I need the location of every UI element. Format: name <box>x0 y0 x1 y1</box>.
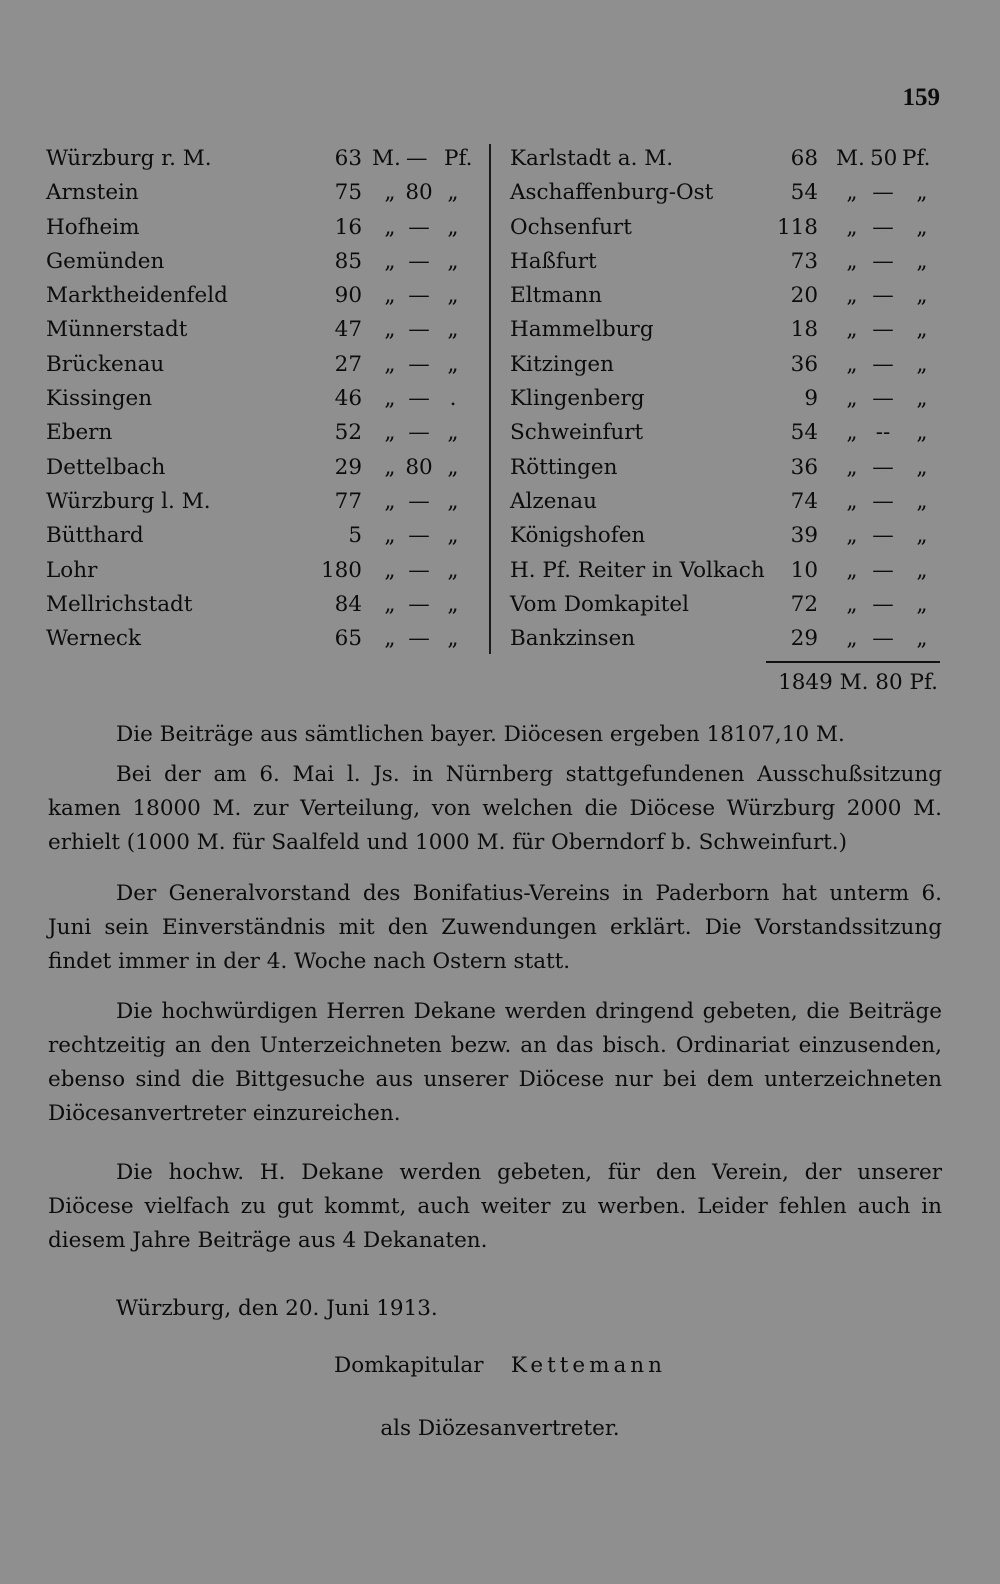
amount-pfennig: — <box>408 248 430 274</box>
signature <box>0 1349 1000 1383</box>
amount-pfennig: — <box>408 283 430 309</box>
ditto-mark: „ <box>846 386 858 412</box>
signature-title: Domkapitular <box>334 1353 484 1378</box>
ditto-mark: „ <box>916 351 928 377</box>
ditto-mark: „ <box>916 420 928 446</box>
amount-marks: 77 <box>334 488 362 514</box>
ditto-mark: „ <box>447 591 459 617</box>
paragraph-advertise <box>48 1156 942 1258</box>
paragraph-total-contributions <box>48 718 942 752</box>
ditto-mark: „ <box>916 557 928 583</box>
ditto-mark: „ <box>916 214 928 240</box>
ditto-mark: „ <box>384 248 396 274</box>
right-column <box>506 142 940 656</box>
amount-pfennig: — <box>872 591 894 617</box>
ditto-mark: „ <box>916 626 928 652</box>
amount-marks: 46 <box>334 386 362 412</box>
ditto-mark: „ <box>384 626 396 652</box>
table-row <box>46 348 486 382</box>
table-row <box>46 382 486 416</box>
amount-marks: 72 <box>790 591 818 617</box>
ditto-mark: „ <box>447 626 459 652</box>
amount-pfennig: — <box>872 488 894 514</box>
table-row <box>46 313 486 347</box>
amount-marks: 118 <box>776 214 818 240</box>
ditto-mark: „ <box>384 317 396 343</box>
amount-pfennig: — <box>872 351 894 377</box>
ditto-mark: „ <box>846 317 858 343</box>
place-name: Lohr <box>46 557 98 583</box>
table-row <box>506 485 940 519</box>
amount-pfennig: — <box>408 523 430 549</box>
place-name: Haßfurt <box>510 248 597 274</box>
amount-marks: 85 <box>334 248 362 274</box>
ditto-mark: „ <box>447 523 459 549</box>
amount-marks: 18 <box>790 317 818 343</box>
amount-pfennig: — <box>408 420 430 446</box>
paragraph-general-board <box>48 877 942 979</box>
ditto-mark: „ <box>916 488 928 514</box>
ditto-mark: „ <box>916 591 928 617</box>
amount-marks: 27 <box>334 351 362 377</box>
amount-pfennig: — <box>872 557 894 583</box>
ditto-mark: „ <box>384 591 396 617</box>
unit-marks: M. <box>372 146 401 171</box>
ditto-mark: „ <box>384 214 396 240</box>
page-number: 159 <box>902 84 940 111</box>
table-row <box>506 279 940 313</box>
amount-marks: 54 <box>790 420 818 446</box>
table-row <box>506 588 940 622</box>
ditto-mark: „ <box>846 180 858 206</box>
signatory-role: als Diözesanvertreter. <box>380 1416 620 1441</box>
paragraph-text: Der Generalvorstand des Bonifatius-Vereins in Paderborn hat unterm 6. Juni sein Einverständnis mit den Zuwendungen erklärt. Die Vorstandssitzung findet immer in der 4. Woche nach Ostern statt. <box>48 881 942 974</box>
table-row <box>506 348 940 382</box>
place-name: Hammelburg <box>510 317 654 343</box>
table-row <box>46 451 486 485</box>
place-name: Kissingen <box>46 386 153 412</box>
ditto-mark: „ <box>447 180 459 206</box>
place-name: Königshofen <box>510 523 646 549</box>
table-row <box>506 519 940 553</box>
ditto-mark: „ <box>846 626 858 652</box>
amount-pfennig: — <box>872 317 894 343</box>
amount-marks: 47 <box>334 317 362 343</box>
amount-pfennig: 80 <box>405 454 433 480</box>
place-name: Dettelbach <box>46 454 166 480</box>
amount-pfennig: — <box>408 351 430 377</box>
ditto-mark: „ <box>384 454 396 480</box>
place-name: Eltmann <box>510 283 603 309</box>
place-name: Würzburg l. M. <box>46 488 211 514</box>
ditto-mark: „ <box>447 248 459 274</box>
amount-pfennig: 50 <box>870 146 898 171</box>
paragraph-committee-meeting <box>48 758 942 860</box>
table-row <box>506 554 940 588</box>
place-name: Gemünden <box>46 248 165 274</box>
place-name: Marktheidenfeld <box>46 283 228 309</box>
paragraph-text: Die hochw. H. Dekane werden gebeten, für den Verein, der unserer Diöcese vielfach zu gut kommt, auch weiter zu werben. Leider fehlen auch in diesem Jahre Beiträge aus 4 Dekanaten. <box>48 1160 942 1253</box>
place-date: Würzburg, den 20. Juni 1913. <box>116 1296 438 1321</box>
ditto-mark: „ <box>447 283 459 309</box>
paragraph-text: Bei der am 6. Mai l. Js. in Nürnberg stattgefundenen Ausschußsitzung kamen 18000 M. zur Verteilung, von welchen die Diöcese Würzburg 2000 M. erhielt (1000 M. für Saalfeld und 1000 M. für Oberndorf b. Schweinfurt.) <box>48 762 942 855</box>
place-name: Hofheim <box>46 214 140 240</box>
table-row <box>46 622 486 656</box>
amount-marks: 74 <box>790 488 818 514</box>
amount-marks: 36 <box>790 454 818 480</box>
ditto-mark: „ <box>447 317 459 343</box>
amount-marks: 73 <box>790 248 818 274</box>
amount-marks: 75 <box>334 180 362 206</box>
amount-pfennig: — <box>408 214 430 240</box>
place-name: Schweinfurt <box>510 420 644 446</box>
place-name: Bütthard <box>46 523 144 549</box>
paragraph-request-deans <box>48 995 942 1131</box>
amount-marks: 16 <box>334 214 362 240</box>
table-row <box>506 622 940 656</box>
sum-rule <box>766 661 940 663</box>
ditto-mark: „ <box>447 420 459 446</box>
table-row <box>506 416 940 450</box>
ditto-mark: „ <box>384 180 396 206</box>
ditto-mark: „ <box>846 283 858 309</box>
unit-pfennig: Pf. <box>902 146 931 171</box>
ditto-mark: „ <box>384 420 396 446</box>
ditto-mark: „ <box>846 248 858 274</box>
amount-pfennig: — <box>408 591 430 617</box>
ditto-mark: „ <box>447 214 459 240</box>
unit-pfennig: Pf. <box>444 146 473 171</box>
ditto-mark: „ <box>447 488 459 514</box>
place-name: Karlstadt a. M. <box>510 146 674 171</box>
amount-pfennig: — <box>408 488 430 514</box>
amount-marks: 36 <box>790 351 818 377</box>
ditto-mark: „ <box>384 557 396 583</box>
ditto-mark: „ <box>384 351 396 377</box>
amount-marks: 29 <box>334 454 362 480</box>
table-row <box>46 245 486 279</box>
place-name: Arnstein <box>46 180 139 206</box>
table-row <box>46 416 486 450</box>
table-row <box>46 211 486 245</box>
table-row <box>506 313 940 347</box>
amount-marks: 29 <box>790 626 818 652</box>
table-row <box>46 176 486 210</box>
table-row <box>506 176 940 210</box>
ditto-mark: „ <box>846 557 858 583</box>
table-row <box>506 382 940 416</box>
ditto-mark: „ <box>916 386 928 412</box>
ditto-mark: „ <box>916 454 928 480</box>
place-name: Werneck <box>46 626 141 652</box>
table-row <box>46 485 486 519</box>
amount-marks: 90 <box>334 283 362 309</box>
unit-marks: M. <box>836 146 865 171</box>
table-row <box>46 142 486 176</box>
amount-pfennig: — <box>406 146 428 171</box>
ditto-mark: „ <box>447 557 459 583</box>
ditto-mark: „ <box>384 283 396 309</box>
ditto-mark: „ <box>916 283 928 309</box>
amount-marks: 9 <box>804 386 818 412</box>
amount-marks: 84 <box>334 591 362 617</box>
amount-pfennig: — <box>872 454 894 480</box>
place-name: Münnerstadt <box>46 317 188 343</box>
amount-marks: 20 <box>790 283 818 309</box>
ditto-mark: „ <box>384 523 396 549</box>
amount-pfennig: — <box>408 557 430 583</box>
amount-marks: 68 <box>790 146 818 171</box>
amount-pfennig: — <box>872 283 894 309</box>
place-name: Aschaffenburg-Ost <box>510 180 714 206</box>
ditto-mark: „ <box>916 180 928 206</box>
place-name: Ochsenfurt <box>510 214 632 240</box>
place-name: H. Pf. Reiter in Volkach <box>510 557 765 583</box>
amount-marks: 63 <box>334 146 362 171</box>
amount-pfennig: — <box>408 626 430 652</box>
place-name: Bankzinsen <box>510 626 636 652</box>
table-row <box>46 279 486 313</box>
amount-pfennig: — <box>872 523 894 549</box>
amount-pfennig: -- <box>875 420 891 446</box>
ditto-mark: „ <box>447 351 459 377</box>
place-name: Ebern <box>46 420 113 446</box>
ditto-mark: „ <box>447 454 459 480</box>
amount-marks: 52 <box>334 420 362 446</box>
amount-pfennig: — <box>872 626 894 652</box>
ditto-mark: „ <box>846 523 858 549</box>
place-name: Würzburg r. M. <box>46 146 212 171</box>
place-name: Klingenberg <box>510 386 645 412</box>
place-name: Kitzingen <box>510 351 614 377</box>
amount-marks: 54 <box>790 180 818 206</box>
ditto-mark: „ <box>846 214 858 240</box>
ditto-mark: „ <box>916 317 928 343</box>
signature-name: Kettemann <box>510 1353 666 1378</box>
amount-pfennig: 80 <box>405 180 433 206</box>
ditto-mark: . <box>449 386 457 412</box>
ditto-mark: „ <box>916 523 928 549</box>
total-amount: 1849 M. 80 Pf. <box>778 670 938 695</box>
amount-marks: 5 <box>348 523 362 549</box>
table-row <box>46 554 486 588</box>
ditto-mark: „ <box>846 488 858 514</box>
table-row <box>506 451 940 485</box>
place-name: Mellrichstadt <box>46 591 193 617</box>
table-row <box>46 519 486 553</box>
left-column <box>46 142 486 656</box>
amount-pfennig: — <box>872 386 894 412</box>
amount-pfennig: — <box>872 248 894 274</box>
place-name: Vom Domkapitel <box>510 591 690 617</box>
paragraph-text: Die hochwürdigen Herren Dekane werden dringend gebeten, die Beiträge rechtzeitig an den Unterzeichneten bezw. an das bisch. Ordinariat einzusenden, ebenso sind die Bittgesuche aus unserer Diöcese nur bei dem unterzeichneten Diöcesanvertreter einzureichen. <box>48 999 942 1126</box>
ditto-mark: „ <box>846 351 858 377</box>
ditto-mark: „ <box>916 248 928 274</box>
ditto-mark: „ <box>846 420 858 446</box>
amount-pfennig: — <box>408 317 430 343</box>
amount-pfennig: — <box>872 180 894 206</box>
ditto-mark: „ <box>846 591 858 617</box>
table-row <box>506 211 940 245</box>
place-name: Röttingen <box>510 454 618 480</box>
ditto-mark: „ <box>384 488 396 514</box>
ditto-mark: „ <box>384 386 396 412</box>
paragraph-text: Die Beiträge aus sämtlichen bayer. Diöcesen ergeben 18107,10 M. <box>116 722 845 747</box>
table-row <box>46 588 486 622</box>
ditto-mark: „ <box>846 454 858 480</box>
column-divider <box>489 144 491 654</box>
amount-marks: 65 <box>334 626 362 652</box>
amount-pfennig: — <box>408 386 430 412</box>
amount-pfennig: — <box>872 214 894 240</box>
amount-marks: 10 <box>790 557 818 583</box>
place-name: Brückenau <box>46 351 165 377</box>
amount-marks: 39 <box>790 523 818 549</box>
table-row <box>506 142 940 176</box>
table-row <box>506 245 940 279</box>
amount-marks: 180 <box>320 557 362 583</box>
place-name: Alzenau <box>510 488 597 514</box>
